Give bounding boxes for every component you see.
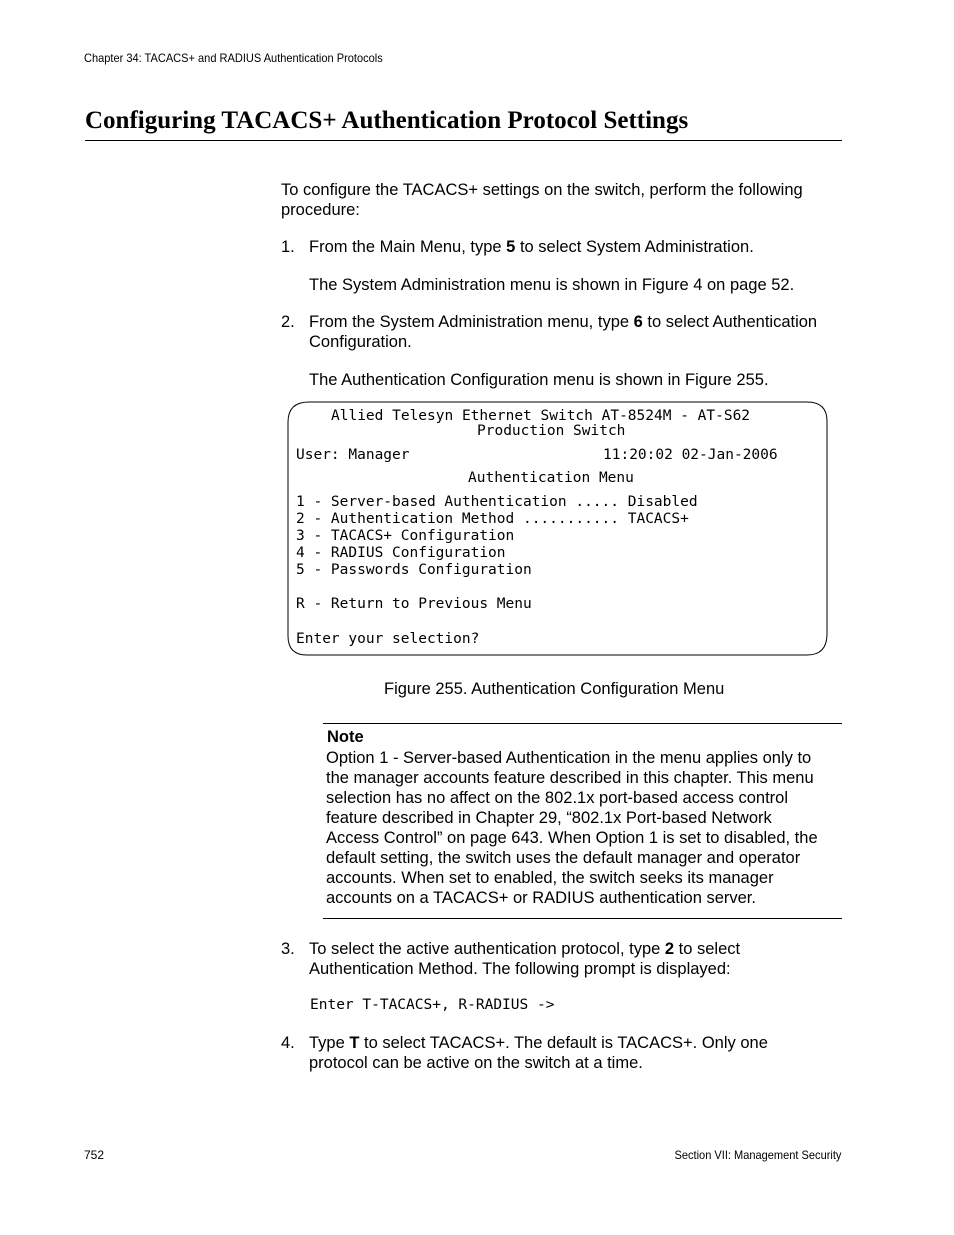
note-bottom-rule xyxy=(323,918,842,919)
terminal-menu-item-2: 2 - Authentication Method ........... TACACS+ xyxy=(296,511,689,527)
step-2-text xyxy=(309,312,817,352)
terminal-menu-item-5: 5 - Passwords Configuration xyxy=(296,562,532,578)
terminal-menu-item-3: 3 - TACACS+ Configuration xyxy=(296,528,515,544)
intro-paragraph xyxy=(281,180,803,220)
terminal-menu-item-4: 4 - RADIUS Configuration xyxy=(296,545,506,561)
intro-line-2: procedure: xyxy=(281,201,360,219)
step-2-line-2: Configuration. xyxy=(309,333,412,351)
terminal-return-option: R - Return to Previous Menu xyxy=(296,596,532,612)
terminal-prompt: Enter your selection? xyxy=(296,631,480,647)
step-2-key: 6 xyxy=(633,313,643,331)
note-line: selection has no affect on the 802.1x port-based access control xyxy=(326,789,788,807)
terminal-screen-figure xyxy=(287,401,827,656)
step-1-number: 1. xyxy=(281,238,295,256)
step-1-pre: From the Main Menu, type xyxy=(309,238,507,256)
note-line: Access Control” on page 643. When Option 1 is set to disabled, the xyxy=(326,829,818,847)
step-4-text xyxy=(309,1033,768,1073)
terminal-menu-title: Authentication Menu xyxy=(468,470,634,486)
footer-section: Section VII: Management Security xyxy=(674,1148,841,1162)
note-body xyxy=(326,748,818,908)
page-number: 752 xyxy=(84,1148,105,1162)
step-3-line-2: Authentication Method. The following prompt is displayed: xyxy=(309,960,731,978)
running-header: Chapter 34: TACACS+ and RADIUS Authentication Protocols xyxy=(84,51,383,65)
note-line: accounts on a TACACS+ or RADIUS authentication server. xyxy=(326,889,756,907)
note-line: Option 1 - Server-based Authentication in the menu applies only to xyxy=(326,749,812,767)
terminal-datetime: 11:20:02 02-Jan-2006 xyxy=(603,447,778,463)
terminal-title-2: Production Switch xyxy=(477,423,626,439)
step-4-line-2: protocol can be active on the switch at a time. xyxy=(309,1054,643,1072)
step-2-number: 2. xyxy=(281,313,295,331)
title-rule xyxy=(85,140,842,141)
step-4-pre: Type xyxy=(309,1034,350,1052)
terminal-user: User: Manager xyxy=(296,447,410,463)
step-4-key: T xyxy=(349,1034,360,1052)
step-1-note: The System Administration menu is shown in Figure 4 on page 52. xyxy=(309,276,795,294)
figure-caption: Figure 255. Authentication Configuration Menu xyxy=(384,680,725,698)
step-2-post: to select Authentication xyxy=(642,313,818,331)
step-3-post: to select xyxy=(674,940,741,958)
step-2-note: The Authentication Configuration menu is shown in Figure 255. xyxy=(309,371,769,389)
step-4-line-1 xyxy=(309,1033,768,1053)
step-1-post: to select System Administration. xyxy=(515,238,754,256)
step-4-post: to select TACACS+. The default is TACACS+. Only one xyxy=(359,1034,768,1052)
step-1-text xyxy=(309,237,754,257)
step-4-number: 4. xyxy=(281,1034,295,1052)
step-3-line-1 xyxy=(309,939,740,959)
step-1-key: 5 xyxy=(506,238,516,256)
note-heading: Note xyxy=(327,728,364,746)
step-3-number: 3. xyxy=(281,940,295,958)
intro-line-1: To configure the TACACS+ settings on the switch, perform the following xyxy=(281,181,803,199)
terminal-menu-item-1: 1 - Server-based Authentication ..... Disabled xyxy=(296,494,698,510)
note-line: feature described in Chapter 29, “802.1x Port-based Network xyxy=(326,809,772,827)
step-3-prompt: Enter T-TACACS+, R-RADIUS -> xyxy=(310,997,555,1013)
section-title: Configuring TACACS+ Authentication Protocol Settings xyxy=(85,107,689,134)
terminal-title-1: Allied Telesyn Ethernet Switch AT-8524M - AT-S62 xyxy=(331,408,751,424)
step-3-text xyxy=(309,939,740,979)
step-3-pre: To select the active authentication protocol, type xyxy=(309,940,665,958)
step-2-pre: From the System Administration menu, type xyxy=(309,313,634,331)
note-line: default setting, the switch uses the default manager and operator xyxy=(326,849,801,867)
note-top-rule xyxy=(323,723,842,724)
step-2-line-1 xyxy=(309,312,817,332)
step-3-key: 2 xyxy=(664,940,675,958)
note-line: accounts. When set to enabled, the switch seeks its manager xyxy=(326,869,774,887)
note-line: the manager accounts feature described in this chapter. This menu xyxy=(326,769,814,787)
